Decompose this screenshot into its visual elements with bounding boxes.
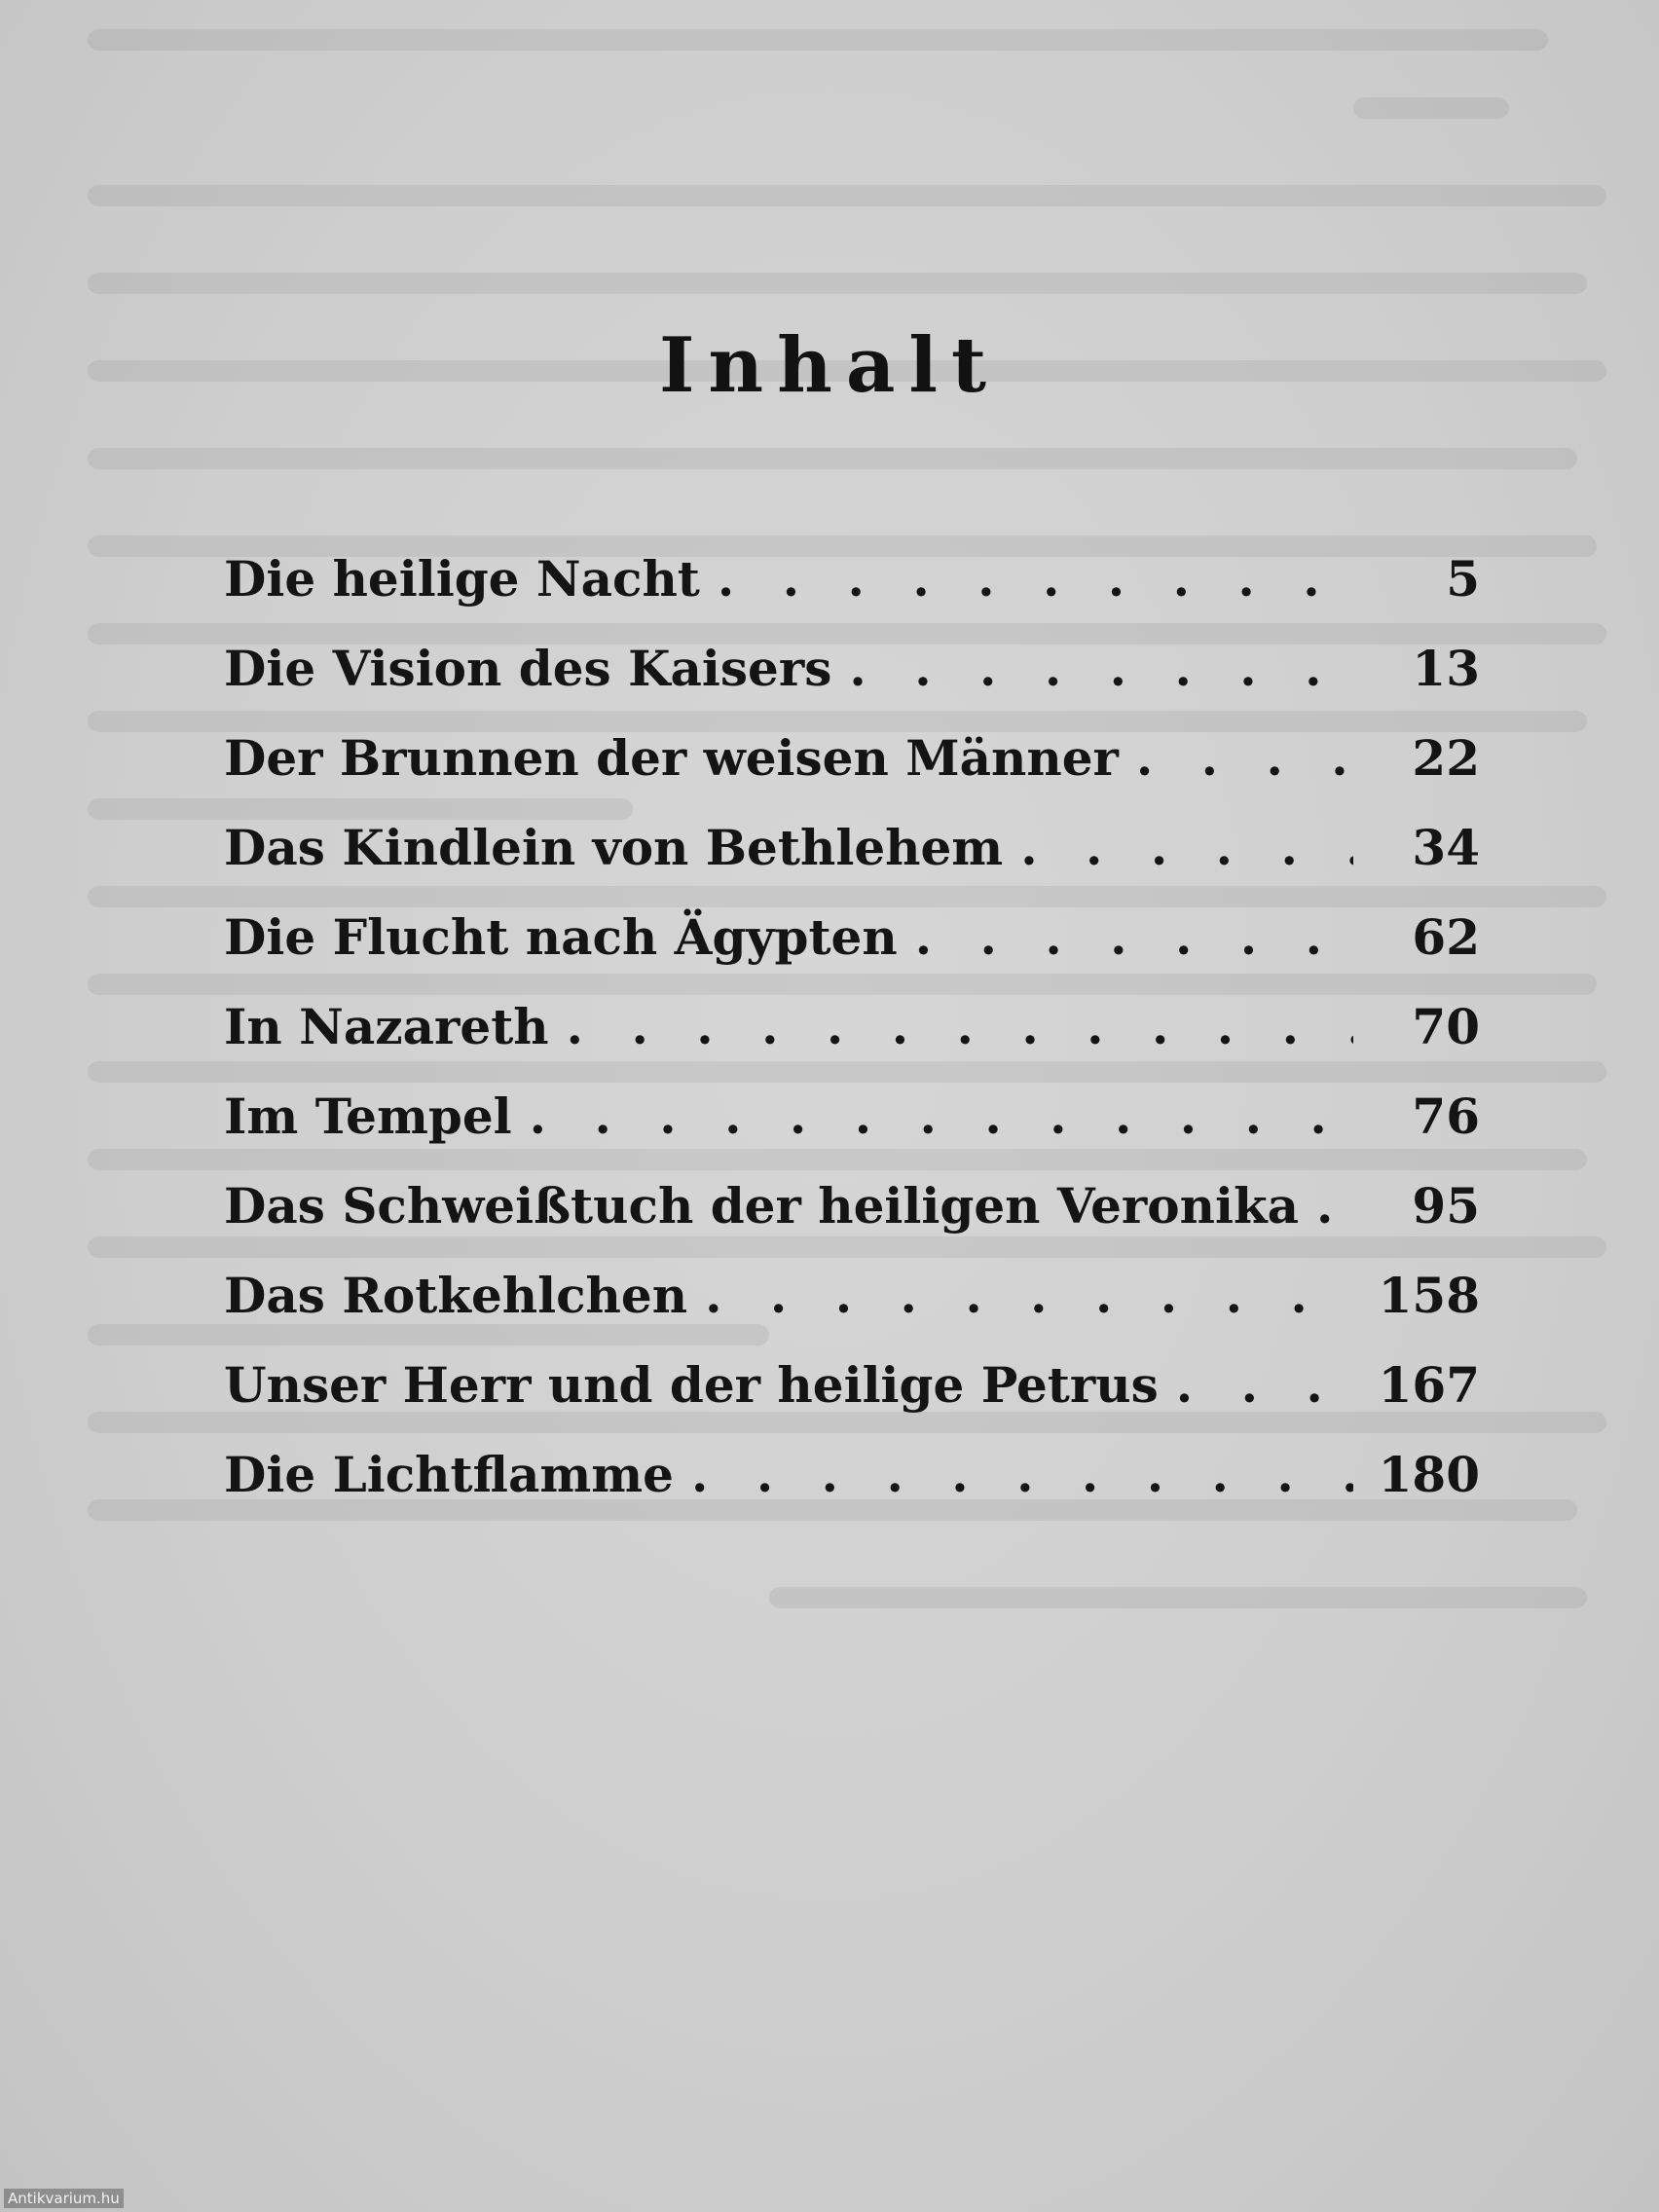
dot-leader xyxy=(849,640,1353,697)
dot-leader xyxy=(1176,1356,1353,1414)
toc-entry xyxy=(224,1088,1480,1177)
dot-leader xyxy=(567,998,1353,1055)
toc-entry-page: 70 xyxy=(1412,998,1480,1055)
page-title: Inhalt xyxy=(658,321,1001,410)
toc-entry-title: Die heilige Nacht xyxy=(224,550,700,608)
toc-entry-title: Die Flucht nach Ägypten xyxy=(224,908,898,966)
toc-entry xyxy=(224,550,1480,640)
toc-entry-page: 167 xyxy=(1378,1356,1480,1414)
toc-entry xyxy=(224,908,1480,998)
toc-entry-title: Unser Herr und der heilige Petrus xyxy=(224,1356,1159,1414)
toc-entry-page: 34 xyxy=(1412,819,1480,876)
dot-leader xyxy=(530,1088,1353,1145)
dot-leader xyxy=(915,908,1353,966)
toc-entry xyxy=(224,1267,1480,1356)
toc-entry xyxy=(224,640,1480,729)
toc-entry-page: 13 xyxy=(1412,640,1480,697)
dot-leader xyxy=(1316,1177,1353,1235)
toc-entry xyxy=(224,819,1480,908)
source-watermark: Antikvarium.hu xyxy=(4,2189,124,2208)
toc-entry xyxy=(224,1356,1480,1446)
toc-entry xyxy=(224,998,1480,1088)
toc-entry xyxy=(224,1177,1480,1267)
dot-leader xyxy=(1020,819,1353,876)
toc-entry-page: 76 xyxy=(1412,1088,1480,1145)
toc-entry-title: Das Schweißtuch der heiligen Veronika xyxy=(224,1177,1300,1235)
toc-entry-title: Die Lichtflamme xyxy=(224,1446,674,1503)
toc-entry-title: Die Vision des Kaisers xyxy=(224,640,832,697)
dot-leader xyxy=(718,550,1353,608)
toc-entry-page: 95 xyxy=(1412,1177,1480,1235)
toc-entry-page: 5 xyxy=(1446,550,1480,608)
toc-entry-title: Das Rotkehlchen xyxy=(224,1267,688,1324)
dot-leader xyxy=(705,1267,1353,1324)
toc-entry-title: Im Tempel xyxy=(224,1088,512,1145)
toc-entry xyxy=(224,1446,1480,1535)
toc-entry xyxy=(224,729,1480,819)
toc-entry-title: Der Brunnen der weisen Männer xyxy=(224,729,1119,787)
toc-entry-title: In Nazareth xyxy=(224,998,549,1055)
dot-leader xyxy=(691,1446,1353,1503)
toc-entry-page: 62 xyxy=(1412,908,1480,966)
table-of-contents xyxy=(224,550,1480,1535)
dot-leader xyxy=(1136,729,1353,787)
toc-entry-page: 22 xyxy=(1412,729,1480,787)
toc-entry-page: 158 xyxy=(1378,1267,1480,1324)
toc-entry-page: 180 xyxy=(1378,1446,1480,1503)
toc-entry-title: Das Kindlein von Bethlehem xyxy=(224,819,1004,876)
